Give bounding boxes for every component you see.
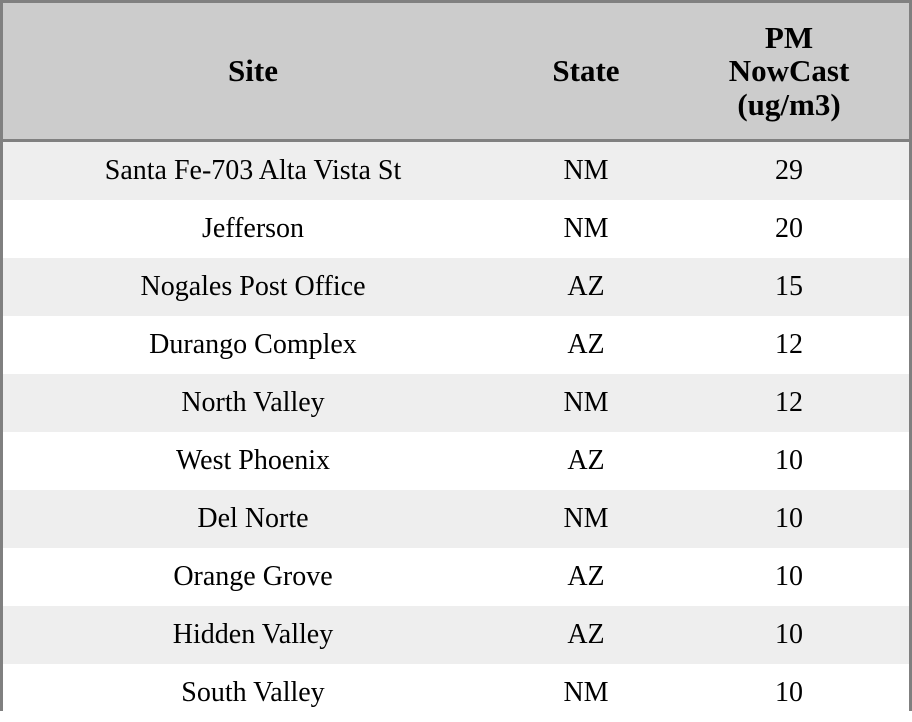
cell-site: Santa Fe-703 Alta Vista St [3, 141, 503, 201]
cell-value: 10 [669, 432, 909, 490]
column-header-value-line1: PM [765, 20, 813, 55]
table-row [3, 200, 909, 258]
table-header [3, 3, 909, 141]
cell-value: 10 [669, 606, 909, 664]
cell-state: NM [503, 374, 669, 432]
cell-state: NM [503, 141, 669, 201]
cell-value: 20 [669, 200, 909, 258]
cell-state: AZ [503, 258, 669, 316]
cell-value: 10 [669, 548, 909, 606]
cell-state: AZ [503, 316, 669, 374]
cell-state: AZ [503, 606, 669, 664]
table-row [3, 490, 909, 548]
table-row [3, 258, 909, 316]
cell-state: AZ [503, 548, 669, 606]
table-row [3, 316, 909, 374]
cell-value: 15 [669, 258, 909, 316]
table-row [3, 664, 909, 722]
column-header-value-line3: (ug/m3) [737, 87, 840, 122]
cell-state: NM [503, 200, 669, 258]
table-row [3, 606, 909, 664]
cell-state: NM [503, 490, 669, 548]
cell-site: Orange Grove [3, 548, 503, 606]
cell-value: 12 [669, 374, 909, 432]
cell-value: 10 [669, 664, 909, 722]
cell-site: South Valley [3, 664, 503, 722]
table-header-row [3, 3, 909, 141]
pm-nowcast-table [3, 3, 909, 722]
table-row [3, 548, 909, 606]
cell-state: AZ [503, 432, 669, 490]
cell-site: Hidden Valley [3, 606, 503, 664]
cell-site: North Valley [3, 374, 503, 432]
column-header-site [3, 3, 503, 141]
cell-site: Del Norte [3, 490, 503, 548]
table-row [3, 141, 909, 201]
column-header-state [503, 3, 669, 141]
column-header-value-line2: NowCast [729, 53, 850, 88]
table-body [3, 141, 909, 722]
cell-value: 12 [669, 316, 909, 374]
column-header-value [669, 3, 909, 141]
cell-site: Jefferson [3, 200, 503, 258]
table-row [3, 432, 909, 490]
cell-value: 10 [669, 490, 909, 548]
cell-value: 29 [669, 141, 909, 201]
cell-site: Durango Complex [3, 316, 503, 374]
column-header-site-label: Site [228, 53, 278, 88]
cell-state: NM [503, 664, 669, 722]
table-row [3, 374, 909, 432]
cell-site: Nogales Post Office [3, 258, 503, 316]
column-header-state-label: State [552, 53, 619, 88]
cell-site: West Phoenix [3, 432, 503, 490]
